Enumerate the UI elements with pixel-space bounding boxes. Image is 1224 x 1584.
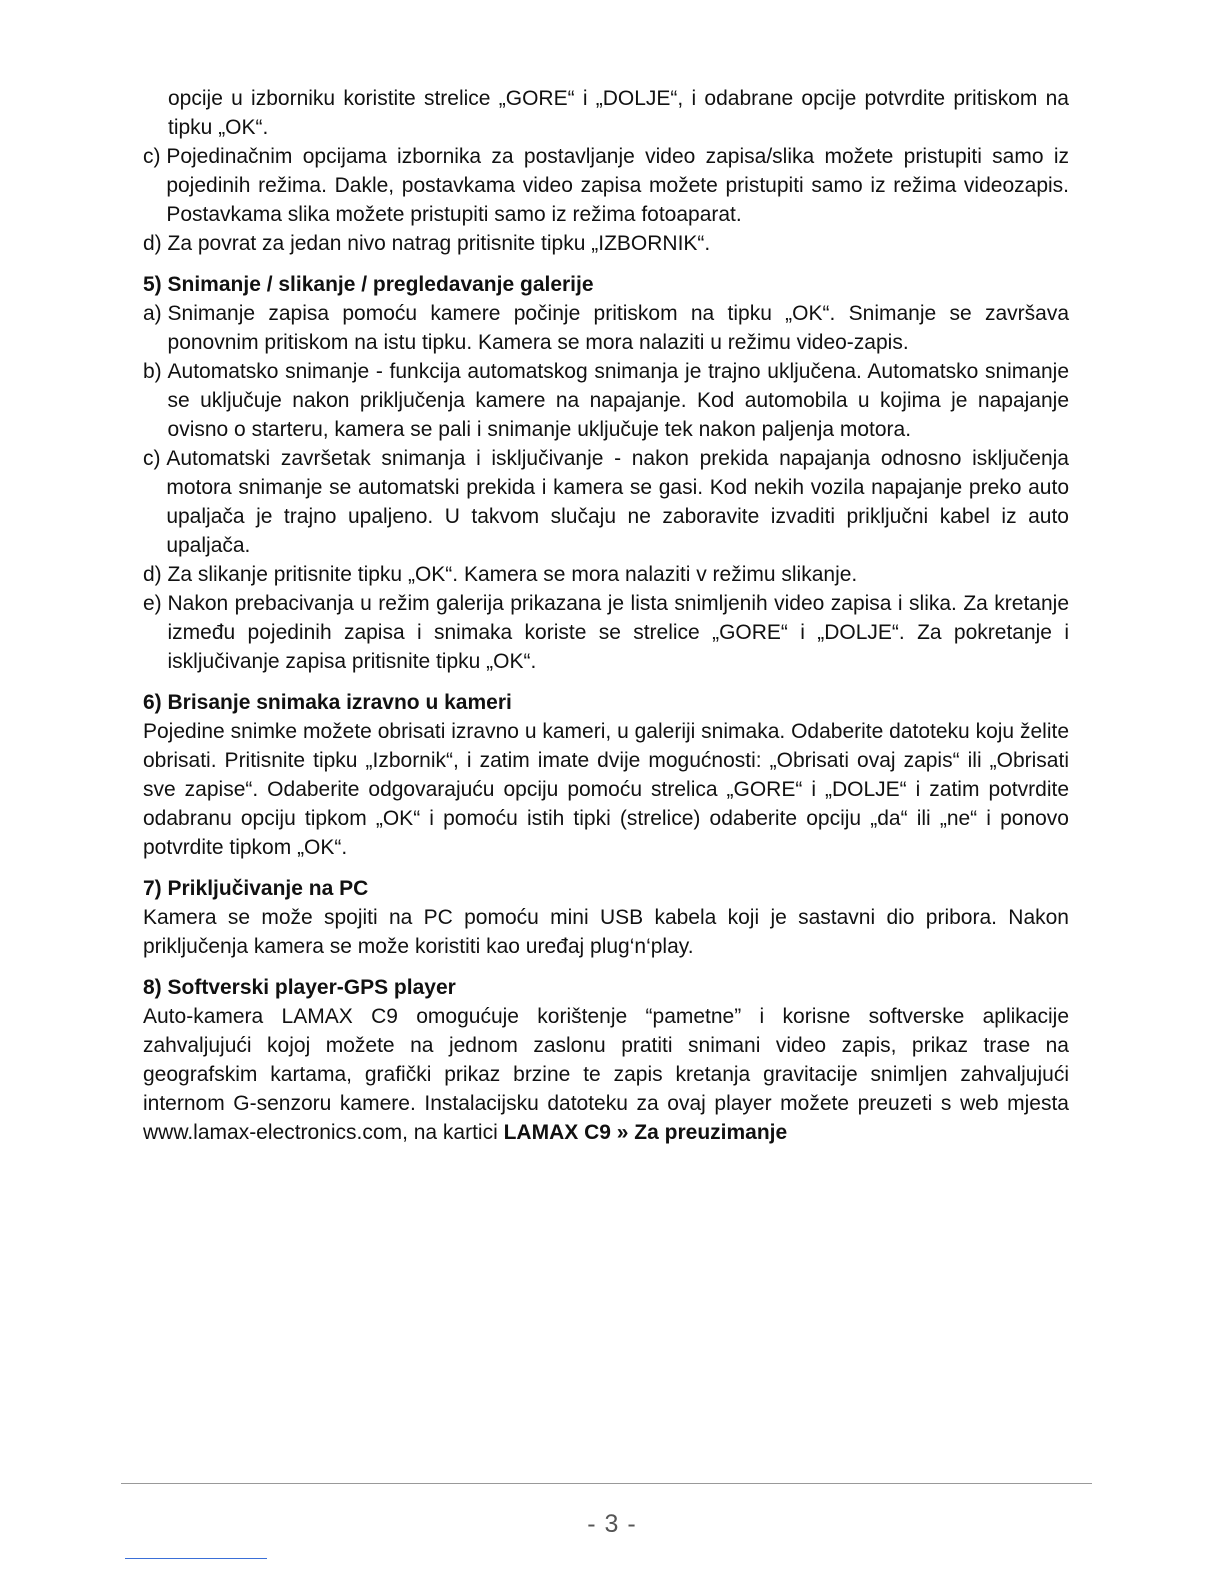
section-5-item-b (143, 357, 1069, 444)
bottom-edge-line (125, 1558, 267, 1559)
intro-item-d (143, 229, 1069, 258)
item-text: Pojedinačnim opcijama izbornika za postavljanje video zapisa/slika možete pristupiti samo iz pojedinih režima. Dakle, postavkama video zapisa možete pristupiti samo iz režima videozapis. Postavkama slika možete pristupiti samo iz režima fotoaparat. (166, 145, 1069, 226)
item-label: b) (143, 360, 168, 383)
section-8-paragraph (143, 1002, 1069, 1147)
section-8-heading: 8) Softverski player-GPS player (143, 976, 456, 999)
footer-divider (121, 1483, 1092, 1484)
page-number: - 3 - (587, 1510, 637, 1538)
section-5-item-a (143, 299, 1069, 357)
section-7-paragraph: Kamera se može spojiti na PC pomoću mini USB kabela koji je sastavni dio pribora. Nakon priključenja kamera se može koristiti kao uređaj plug‘n‘play. (143, 906, 1069, 958)
section-5-item-e (143, 589, 1069, 676)
section-5-heading: 5) Snimanje / slikanje / pregledavanje galerije (143, 273, 594, 296)
item-label: c) (143, 447, 167, 470)
item-label: e) (143, 592, 168, 615)
section-7-heading: 7) Priključivanje na PC (143, 877, 369, 900)
section-6-paragraph: Pojedine snimke možete obrisati izravno u kameri, u galeriji snimaka. Odaberite datoteku koju želite obrisati. Pritisnite tipku „Izbornik“, i zatim imate dvije mogućnosti: „Obrisati ovaj zapis“ ili „Obrisati sve zapise“. Odaberite odgovarajuću opciju pomoću strelica „GORE“ i „DOLJE“ i zatim potvrdite odabranu opciju tipkom „OK“ i pomoću istih tipki (strelice) odaberite opciju „da“ ili „ne“ i ponovo potvrdite tipkom „OK“. (143, 720, 1069, 859)
item-text: Za povrat za jedan nivo natrag pritisnite tipku „IZBORNIK“. (167, 232, 711, 255)
section-6-heading: 6) Brisanje snimaka izravno u kameri (143, 691, 512, 714)
intro-item-c (143, 142, 1069, 229)
item-text: Za slikanje pritisnite tipku „OK“. Kamera se mora nalaziti v režimu slikanje. (167, 563, 858, 586)
item-text: Automatsko snimanje - funkcija automatskog snimanja je trajno uključena. Automatsko snimanje se uključuje nakon priključenja kamere na napajanje. Kod automobila u kojima je napajanje ovisno o starteru, kamera se pali i snimanje uključuje tek nakon paljenja motora. (167, 360, 1069, 441)
item-text: Nakon prebacivanja u režim galerija prikazana je lista snimljenih video zapisa i slika. Za kretanje između pojedinih zapisa i snimaka koriste se strelice „GORE“ i „DOLJE“. Za pokretanje i isključivanje zapisa pritisnite tipku „OK“. (167, 592, 1069, 673)
intro-continuation: opcije u izborniku koristite strelice „GORE“ i „DOLJE“, i odabrane opcije potvrdite pritiskom na tipku „OK“. (168, 87, 1069, 139)
item-label: d) (143, 563, 168, 586)
section-5-item-d (143, 560, 1069, 589)
section-5-item-c (143, 444, 1069, 560)
download-location: LAMAX C9 » Za preuzimanje (503, 1121, 788, 1144)
item-label: d) (143, 232, 168, 255)
section-8-text: Auto-kamera LAMAX C9 omogućuje korištenje “pametne” i korisne softverske aplikacije zahvaljujući kojoj možete na jednom zaslonu pratiti snimani video zapis, prikaz trase na geografskim kartama, grafički prikaz brzine te zapis kretanja gravitacije snimljen zahvaljujući internom G-senzoru kamere. Instalacijsku datoteku za ovaj player možete preuzeti s web mjesta www.lamax-electronics.com, na kartici (143, 1005, 1069, 1144)
item-label: a) (143, 302, 168, 325)
item-label: c) (143, 145, 167, 168)
item-text: Automatski završetak snimanja i isključivanje - nakon prekida napajanja odnosno isključenja motora snimanje se automatski prekida i kamera se gasi. Kod nekih vozila napajanje preko auto upaljača je trajno upaljeno. U takvom slučaju ne zaboravite izvaditi priključni kabel iz auto upaljača. (166, 447, 1069, 557)
item-text: Snimanje zapisa pomoću kamere počinje pritiskom na tipku „OK“. Snimanje se završava ponovnim pritiskom na istu tipku. Kamera se mora nalaziti u režimu video-zapis. (167, 302, 1069, 354)
manual-page-content (143, 84, 1069, 1147)
